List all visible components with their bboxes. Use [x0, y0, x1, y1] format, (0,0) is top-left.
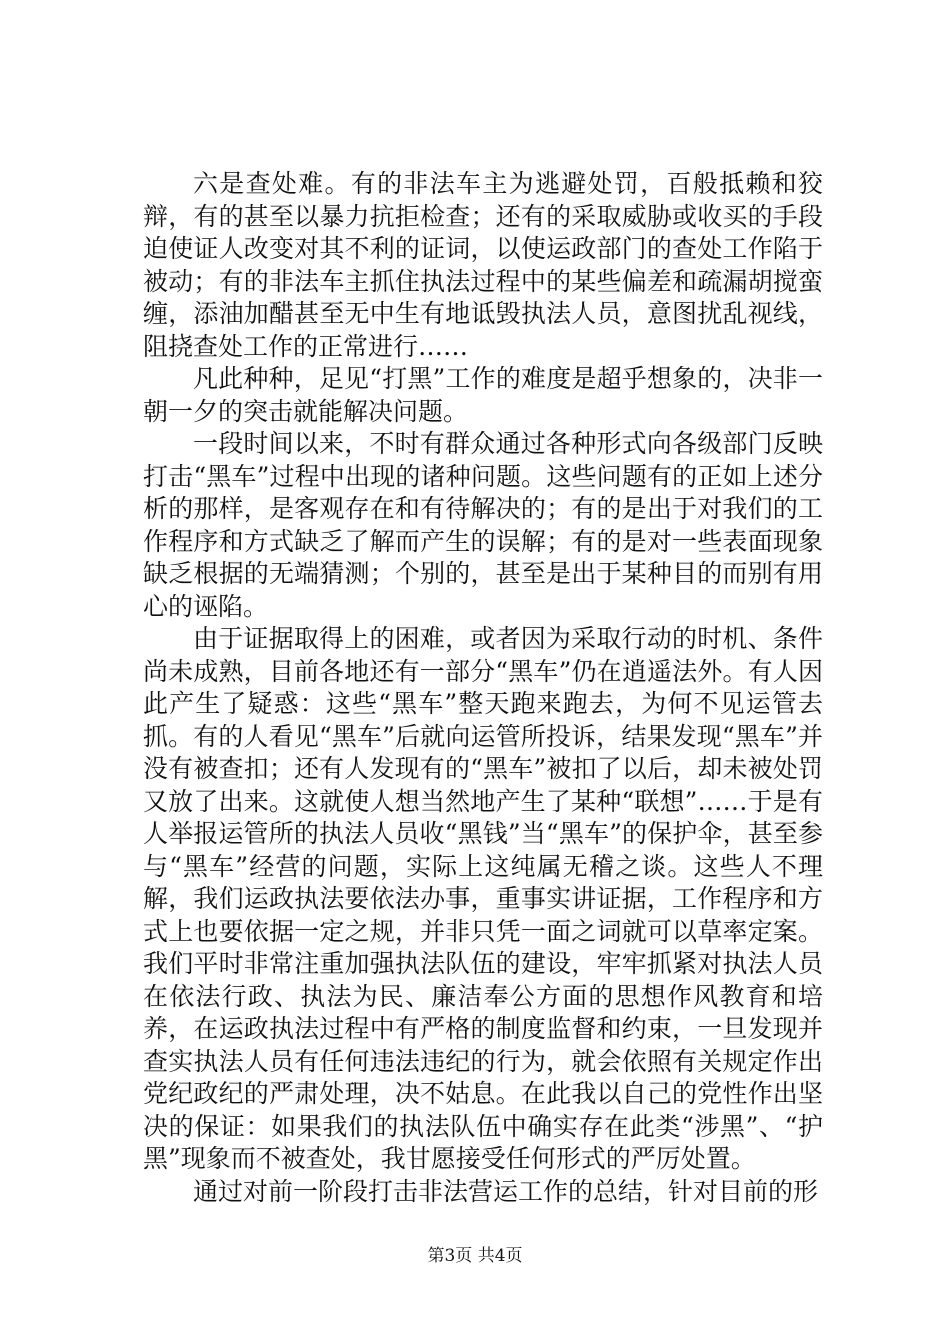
paragraph-investigation-difficulty: 六是查处难。有的非法车主为逃避处罚，百般抵赖和狡辩，有的甚至以暴力抗拒检查；还有的采取威胁或收买的手段迫使证人改变对其不利的证词，以使运政部门的查处工作陷于被动；有的非法车主抓住执法过程中的某些偏差和疏漏胡搅蛮缠，添油加醋甚至无中生有地诋毁执法人员，意图扰乱视线，阻挠查处工作的正常进行……: [143, 169, 823, 361]
page-number-footer: 第3页 共4页: [427, 1246, 523, 1266]
paragraph-difficulty-summary: 凡此种种，足见“打黑”工作的难度是超乎想象的，决非一朝一夕的突击就能解决问题。: [143, 364, 823, 426]
paragraph-evidence-and-discipline: 由于证据取得上的困难，或者因为采取行动的时机、条件尚未成熟，目前各地还有一部分“黑车”仍在逍遥法外。有人因此产生了疑惑：这些“黑车”整天跑来跑去，为何不见运管去抓。有的人看见“黑车”后就向运管所投诉，结果发现“黑车”并没有被查扣；还有人发现有的“黑车”被扣了以后，却未被处罚又放了出来。这就使人想当然地产生了某种“联想”……于是有人举报运管所的执法人员收“黑钱”当“黑车”的保护伞，甚至参与“黑车”经营的问题，实际上这纯属无稽之谈。这些人不理解，我们运政执法要依法办事，重事实讲证据，工作程序和方式上也要依据一定之规，并非只凭一面之词就可以草率定案。我们平时非常注重加强执法队伍的建设，牢牢抓紧对执法人员在依法行政、执法为民、廉洁奉公方面的思想作风教育和培养，在运政执法过程中有严格的制度监督和约束，一旦发现并查实执法人员有任何违法违纪的行为，就会依照有关规定作出党纪政纪的严肃处理，决不姑息。在此我以自己的党性作出坚决的保证：如果我们的执法队伍中确实存在此类“涉黑”、“护黑”现象而不被查处，我甘愿接受任何形式的严厉处置。: [143, 624, 823, 1173]
paragraph-public-reports: 一段时间以来，不时有群众通过各种形式向各级部门反映打击“黑车”过程中出现的诸种问题。这些问题有的正如上述分析的那样，是客观存在和有待解决的；有的是出于对我们的工作程序和方式缺乏了解而产生的误解；有的是对一些表面现象缺乏根据的无端猜测；个别的，甚至是出于某种目的而别有用心的诬陷。: [143, 429, 823, 621]
document-body: [143, 168, 823, 1208]
paragraph-summary-continuation: 通过对前一阶段打击非法营运工作的总结，针对目前的形: [193, 1176, 819, 1206]
